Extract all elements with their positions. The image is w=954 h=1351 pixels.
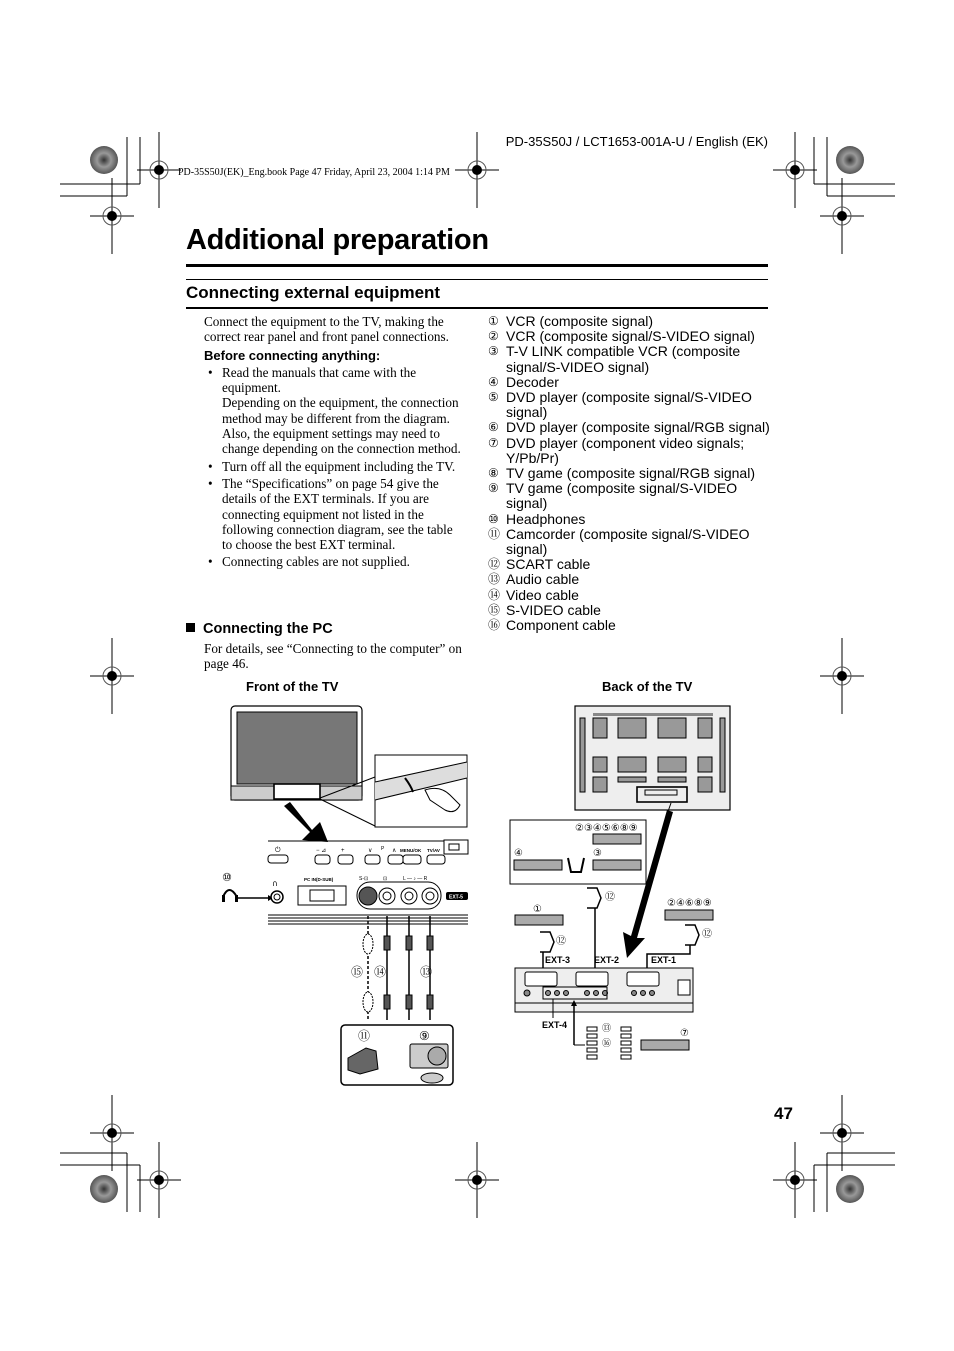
svg-text:③: ③ [593,848,602,859]
svg-text:⑦: ⑦ [680,1028,689,1039]
bullet-icon: • [208,458,213,474]
svg-text:S-⊡: S-⊡ [359,876,369,882]
front-of-tv-label: Front of the TV [246,679,339,694]
list-item: ⑪ Camcorder (composite signal/S-VIDEO signal) [488,525,750,558]
svg-text:∨: ∨ [368,848,373,854]
svg-text:⑫: ⑫ [556,936,566,947]
svg-text:⑪: ⑪ [358,1029,371,1043]
title-rule [186,264,768,267]
bullet-icon: • [208,554,213,570]
list-item: ⑤ DVD player (composite signal/S-VIDEO signal) [488,389,752,421]
svg-text:⑮: ⑮ [351,965,364,979]
equipment-list [488,314,773,633]
square-bullet-icon [186,623,195,632]
svg-text:⑨: ⑨ [419,1029,430,1043]
list-item: • The “Specifications” on page 54 give the details of the EXT terminals. If you are connecting equipment not listed in the following connection diagram, see the table to choose the best EXT terminal. [208,475,453,553]
svg-text:⊡: ⊡ [383,876,388,882]
list-item: • Read the manuals that came with the equipment. Depending on the equipment, the connection method may be different from the diagram. Also, the equipment settings may need to change depending on the connection method. [208,364,461,457]
svg-text:⑫: ⑫ [702,929,712,940]
bullet-icon: • [208,475,213,491]
svg-text:∩: ∩ [272,879,278,888]
list-item: ⑨ TV game (composite signal/S-VIDEO signal) [488,480,738,512]
svg-text:②④⑥⑧⑨: ②④⑥⑧⑨ [667,898,712,909]
svg-text:②③④⑤⑥⑧⑨: ②③④⑤⑥⑧⑨ [575,823,638,834]
intro-column [204,314,466,572]
list-item: ⑫ SCART cable [488,556,591,573]
svg-text:⏻: ⏻ [275,846,281,854]
list-item: ⑥ DVD player (composite signal/RGB signal) [488,419,770,436]
list-item: ⑧ TV game (composite signal/RGB signal) [488,465,755,482]
list-item: ⑭ Video cable [488,586,579,603]
section-rule-bottom [186,307,768,309]
svg-text:∧: ∧ [392,848,397,854]
svg-text:L — ♪ — R: L — ♪ — R [403,876,428,882]
list-item: • Connecting cables are not supplied. [208,554,410,570]
svg-text:PC IN(D-SUB): PC IN(D-SUB) [304,877,334,882]
svg-text:⑩: ⑩ [222,871,232,884]
svg-text:MENU/OK: MENU/OK [400,848,422,853]
svg-text:TV/AV: TV/AV [427,848,440,853]
svg-text:⑫: ⑫ [605,892,615,903]
list-item: ⑮ S-VIDEO cable [488,601,601,618]
svg-text:EXT-2: EXT-2 [594,955,620,965]
section-rule-top [186,279,768,280]
pc-heading: Connecting the PC [186,621,333,637]
svg-text:①: ① [533,904,542,915]
pc-reference-text: For details, see “Connecting to the computer” on page 46. [204,641,462,672]
intro-text: Connect the equipment to the TV, making the correct rear panel and front panel connections. [204,314,449,345]
svg-text:+: + [341,848,345,854]
list-item: • Turn off all the equipment including the TV. [208,458,456,474]
list-item: ⑩ Headphones [488,510,586,527]
list-item: ① VCR (composite signal) [488,313,654,329]
back-of-tv-label: Back of the TV [602,679,693,694]
section-title: Connecting external equipment [186,283,441,302]
page-number: 47 [774,1104,793,1123]
svg-text:P: P [381,846,385,852]
list-item: ④ Decoder [488,373,559,390]
list-item: ⑦ DVD player (component video signals; Y/Pb/Pr) [488,434,745,466]
list-item: ③ T-V LINK compatible VCR (composite signal/S-VIDEO signal) [488,343,741,375]
bullet-icon: • [208,364,213,380]
before-heading: Before connecting anything: [204,347,381,363]
svg-text:− ⊿: − ⊿ [316,848,327,854]
precautions-list [204,365,466,570]
document-id: PD-35S50J / LCT1653-001A-U / English (EK) [505,134,768,149]
svg-text:⑬: ⑬ [420,965,433,979]
svg-text:⑭: ⑭ [374,965,387,979]
svg-text:⑯: ⑯ [602,1039,612,1049]
svg-text:④: ④ [514,848,523,859]
svg-text:EXT-4: EXT-4 [542,1020,568,1030]
page-title: Additional preparation [186,224,489,256]
svg-text:EXT-1: EXT-1 [651,955,677,965]
list-item: ⑬ Audio cable [488,571,580,588]
svg-text:⑬: ⑬ [602,1024,612,1034]
svg-text:EXT-3: EXT-3 [545,955,571,965]
svg-text:EXT-5: EXT-5 [449,894,463,901]
front-tv-illustration [220,700,480,1090]
list-item: ⑯ Component cable [488,617,616,634]
back-tv-illustration [505,700,740,1080]
list-item: ② VCR (composite signal/S-VIDEO signal) [488,328,755,345]
book-info-line: PD-35S50J(EK)_Eng.book Page 47 Friday, April 23, 2004 1:14 PM [178,167,450,178]
